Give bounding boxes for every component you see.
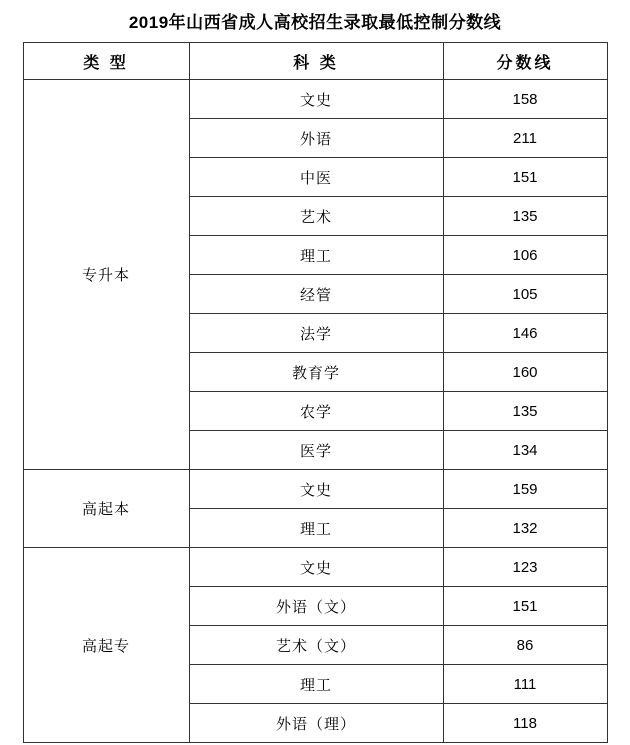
score-line-table [23, 42, 608, 743]
score-cell: 111 [443, 665, 607, 704]
score-cell: 146 [443, 314, 607, 353]
score-cell: 151 [443, 158, 607, 197]
score-cell: 158 [443, 80, 607, 119]
score-cell: 211 [443, 119, 607, 158]
subject-cell: 经管 [189, 275, 443, 314]
subject-cell: 教育学 [189, 353, 443, 392]
table-header-row [23, 43, 607, 80]
score-cell: 86 [443, 626, 607, 665]
score-cell: 151 [443, 587, 607, 626]
score-cell: 118 [443, 704, 607, 743]
column-header-score: 分数线 [443, 43, 607, 80]
score-cell: 135 [443, 197, 607, 236]
score-cell: 123 [443, 548, 607, 587]
page-title: 2019年山西省成人高校招生录取最低控制分数线 [128, 13, 502, 32]
subject-cell: 文史 [189, 548, 443, 587]
score-cell: 132 [443, 509, 607, 548]
score-cell: 159 [443, 470, 607, 509]
subject-cell: 艺术 [189, 197, 443, 236]
subject-cell: 外语（文） [189, 587, 443, 626]
table-row [23, 548, 607, 587]
score-cell: 160 [443, 353, 607, 392]
type-cell-gaoqiben: 高起本 [23, 470, 189, 548]
subject-cell: 法学 [189, 314, 443, 353]
subject-cell: 理工 [189, 236, 443, 275]
subject-cell: 艺术（文） [189, 626, 443, 665]
column-header-type: 类 型 [23, 43, 189, 80]
subject-cell: 文史 [189, 470, 443, 509]
score-cell: 135 [443, 392, 607, 431]
subject-cell: 外语（理） [189, 704, 443, 743]
subject-cell: 外语 [189, 119, 443, 158]
subject-cell: 理工 [189, 665, 443, 704]
subject-cell: 中医 [189, 158, 443, 197]
score-cell: 134 [443, 431, 607, 470]
table-header [23, 43, 607, 80]
score-cell: 106 [443, 236, 607, 275]
type-cell-gaoqizhuan: 高起专 [23, 548, 189, 743]
score-cell: 105 [443, 275, 607, 314]
type-cell-zhuanshengben: 专升本 [23, 80, 189, 470]
subject-cell: 文史 [189, 80, 443, 119]
table-body [23, 80, 607, 743]
table-row [23, 470, 607, 509]
table-row [23, 80, 607, 119]
subject-cell: 医学 [189, 431, 443, 470]
column-header-subject: 科 类 [189, 43, 443, 80]
subject-cell: 农学 [189, 392, 443, 431]
subject-cell: 理工 [189, 509, 443, 548]
